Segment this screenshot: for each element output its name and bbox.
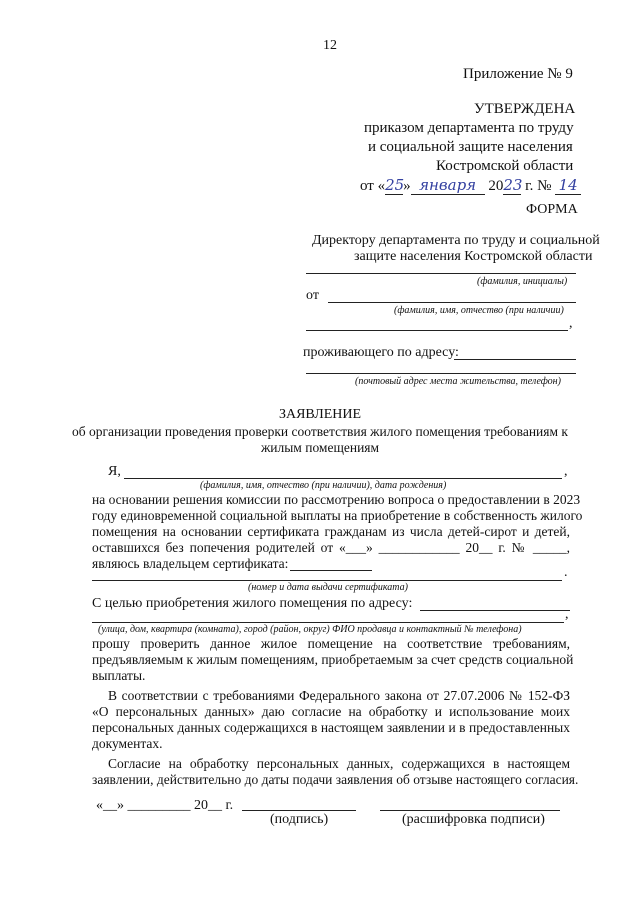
residing-line-2 xyxy=(306,373,576,374)
signature-date: «__» _________ 20__ г. xyxy=(96,798,234,813)
approved-line-3: Костромской области xyxy=(436,158,574,174)
approved-date-row xyxy=(360,176,581,195)
p4-line-1: Согласие на обработку персональных данных, содержащихся в настоящем xyxy=(108,756,570,771)
form-label: ФОРМА xyxy=(526,202,578,217)
approved-line-1: приказом департамента по труду xyxy=(364,120,574,136)
from-label: от xyxy=(306,288,319,303)
addressee-line-1: Директору департамента по труду и социальной xyxy=(312,233,600,248)
caption-initials: (фамилия, инициалы) xyxy=(477,276,568,287)
p3-line-1: В соответствии с требованиями Федерального закона от 27.07.2006 № 152-ФЗ xyxy=(108,688,570,703)
applicant-comma: , xyxy=(564,464,568,479)
purpose-label: С целью приобретения жилого помещения по адресу: xyxy=(92,596,413,611)
p1-line-1: на основании решения комиссии по рассмотрению вопроса о предоставлении в 2023 xyxy=(92,492,581,507)
residing-label: проживающего по адресу: xyxy=(303,345,459,360)
p1-line-3: помещения на основании сертификата гражданам из числа детей-сирот и детей, xyxy=(92,524,570,539)
p3-line-2: «О персональных данных» даю согласие на обработку и использование моих xyxy=(92,704,570,719)
caption-signature: (подпись) xyxy=(270,812,329,827)
date-prefix: от « xyxy=(360,178,386,194)
fio-comma: , xyxy=(569,316,573,331)
caption-signature-decoding: (расшифровка подписи) xyxy=(402,812,545,827)
date-year-suffix: г. № xyxy=(525,178,552,194)
signature-line xyxy=(242,810,356,811)
purpose-line-2 xyxy=(92,622,564,623)
certificate-dot: . xyxy=(564,565,568,580)
date-mid: » xyxy=(403,178,411,194)
p2-line-1: прошу проверить данное жилое помещение на соответствие требованиям, xyxy=(92,636,570,651)
caption-fio-birth: (фамилия, имя, отчество (при наличии), дата рождения) xyxy=(200,480,447,491)
addressee-line-2: защите населения Костромской области xyxy=(354,249,593,264)
from-line xyxy=(328,302,576,303)
p1-line-4: оставшихся без попечения родителей от «___» ____________ 20__ г. № _____, xyxy=(92,540,570,555)
certificate-line xyxy=(92,580,562,581)
applicant-line xyxy=(124,478,562,479)
page-number: 12 xyxy=(323,38,337,53)
purpose-line xyxy=(420,610,570,611)
p2-line-2: предъявляемым к жилым помещениям, приобретаемым за счет средств социальной xyxy=(92,652,574,667)
caption-certificate: (номер и дата выдачи сертификата) xyxy=(248,582,408,593)
caption-address: (почтовый адрес места жительства, телефон) xyxy=(355,376,561,387)
date-year-prefix: 20 xyxy=(488,178,504,194)
approved-line-2: и социальной защите населения xyxy=(368,139,573,155)
p4-line-2: заявлении, действительно до даты подачи заявления об отзыве настоящего согласия. xyxy=(92,772,579,787)
p2-line-3: выплаты. xyxy=(92,668,146,683)
i-label: Я, xyxy=(108,464,121,479)
residing-line xyxy=(454,359,576,360)
fio-continuation-line xyxy=(306,330,568,331)
statement-title: ЗАЯВЛЕНИЕ xyxy=(278,407,362,422)
date-year-handwritten: 23 xyxy=(503,176,523,194)
initials-line xyxy=(306,273,576,274)
date-month-handwritten: января xyxy=(411,176,485,195)
order-number-handwritten: 14 xyxy=(555,176,581,195)
statement-subtitle-2: жилым помещениям xyxy=(260,440,380,455)
signature-decoding-line xyxy=(380,810,560,811)
p1-line-5: являюсь владельцем сертификата: xyxy=(92,556,289,571)
statement-subtitle-1: об организации проведения проверки соответствия жилого помещения требованиям к xyxy=(72,424,568,439)
caption-address-seller: (улица, дом, квартира (комната), город (район, округ) ФИО продавца и контактный № телефона) xyxy=(98,624,522,635)
p3-line-3: персональных данных содержащихся в настоящем заявлении и в предоставленных xyxy=(92,720,570,735)
p3-line-4: документах. xyxy=(92,736,163,751)
appendix-label: Приложение № 9 xyxy=(463,66,573,82)
caption-fio: (фамилия, имя, отчество (при наличии) xyxy=(394,305,564,316)
approved-title: УТВЕРЖДЕНА xyxy=(474,101,576,117)
date-day-handwritten: 25 xyxy=(385,176,405,194)
p1-line-2: году единовременной социальной выплаты на приобретение в собственность жилого xyxy=(92,508,583,523)
certificate-short-line xyxy=(290,570,372,571)
purpose-comma: , xyxy=(565,607,569,622)
